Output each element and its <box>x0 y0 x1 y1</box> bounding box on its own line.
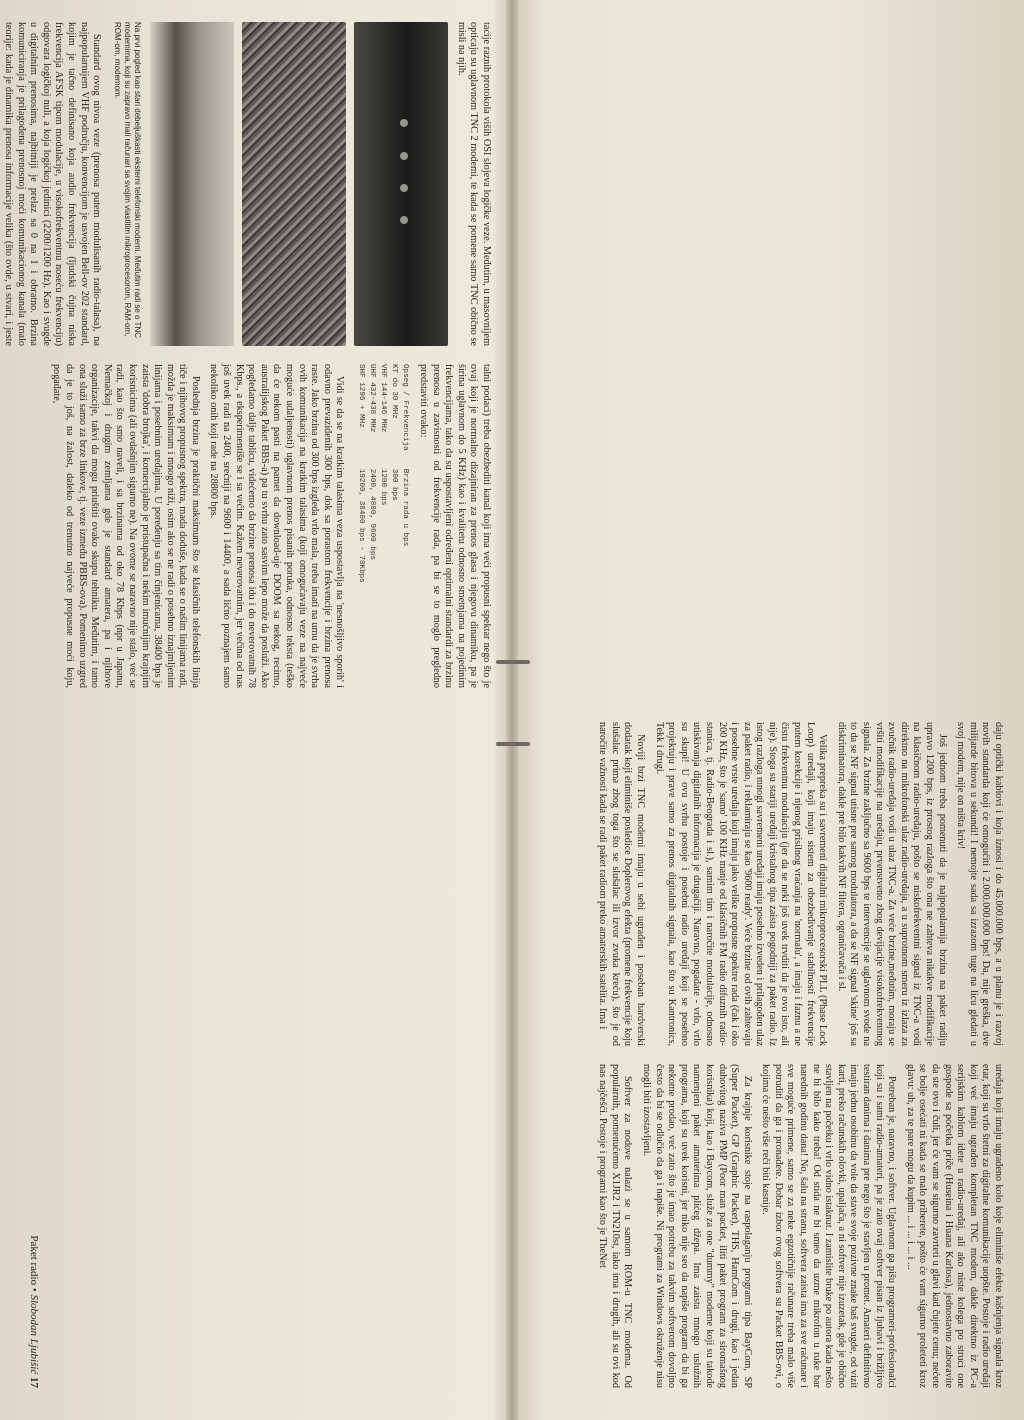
right-page-footer: Paket radio • Slobodan Ljubišić 17 <box>28 1235 40 1388</box>
right-page <box>14 700 1024 1410</box>
paragraph: Vidi se da se na kratkim talasima veza uspostavlja na 'nesnošljivo sporih' i odavno prevaziđenih 300 bps, dok sa porastom frekvencije i brzina prenosa raste. Jako brzina od 300 bps izgleda vrlo mala, treba imati na umu da je svrha ovih komunikacija na kratkim talasima (koji omogućavaju veze na najveće moguće udaljenosti) uglavnom prenos pisanih poruka, odnosno teksta (teško da će nekom pasti na pamet da download-uje DOOM sa nekog, recimo, australijskog Paket BBS-a) pa tu svrhu zato sasvim lepo može da posluži. Ako pogledamo dalje tablicu, videćemo da brzine prenosa idu i do neverovatnih 78 Kbps., a eksperimentiše se i sa većim. Kažem neverovatnim, jer večina od nas još uvek radi na 2400, srećniji na 9600 i 14400, a sada lično poznajem samo nekoliko onih koji rade na 28800 bps. <box>208 364 346 688</box>
paragraph: Noviji brzi TNC modemi imaju u sebi ugrađen i poseban hardverski dodatak koji eliminiše posledice Doplerovog efekta (promene frekvencije koju slušalac prima zbog toga što se slušalac ili izvor zvuka kreću), što je od naročite važnosti kada se radi paket radiom preko amaterskih satelita. Ima i <box>597 722 646 1046</box>
paragraph: Softver za nodove nalazi se u samom ROM-u TNC modema. Od popularnih, pomenućemo X1JR2 i TN210st, iako ima i drugih, ali su ovi kod nas najčešći. Postoje i programi kao što je TheNet <box>597 1064 634 1388</box>
modem-box-photo <box>150 22 234 346</box>
paragraph: Za krajnje korisnike stoje na raspolaganju programi tipa BayCom, SP (Super Packet), GP (Graphic Packet), THS, HamCom i drugi, kao i jedan duhovitog naziva PMP (Poor man packet, iliti paket program za siromašnog korisnika) koji, kao i Baycom, služe za one "dummy" modeme koji su takođe namenjeni paket amaterima plićeg džepa. Ima zaista mnogo uslužnih programa, koji su uvek korisni, jer niko nije seo da napiše program da bi ga nekome prodao, već zato što je imao potrebu za takvim softverom dovoljno često da bi se odlučio da ga i napiše. Ni programi za Windows okruženje nisu mogli biti izostavljeni. <box>640 1064 753 1388</box>
left-page-column-2 <box>0 364 492 688</box>
paragraph: talni podaci) treba obezbediti kanal koji ima veći propusni spektar nego što je ovaj koji je normalno dizajniran za prenos glasa i njegovu dinamiku, pa je širina uglavnom do 5 KHz) kao i kvalitetu odnosno smetnjama na pojedinim frekvencijama, tako da su uspostavljeni određeni optimalni standardi za brzinu prenosa u zavisnosti od frekvencije rada, pa bi se to moglo pregledno predstaviti ovako: <box>418 364 492 688</box>
photo-caption: Na prvi pogled kao stari debeljuškasti eksterni telefonski modemi. Međutim radi se o TNC modemima, koji su zapravo mali računari sa svojim vlastitim mikroprocesorom, RAM-om, ROM-om, modemom. <box>113 22 143 338</box>
paragraph: Još jednom treba pomenuti da je najpopularnija brzina na paket radiju upravo 1200 bps, iz prostog razloga što ona ne zahteva nikakve modifikacije na klasičnom radio-uređaju, pošto se niskofrekventni signal iz TNC-a vodi direktno na mikrofonski ulaz radio-uređaja, a u suprotnom smeru iz izlaza za zvučnik radio-uređaja vodi u ulaz TNC-a. Za veće brzine,međutim, moraju se vršiti modifikacije na uređaju, prvenstveno zbog devijacije visokofrekventnog signala. Za brzine zaključno sa 9600 bps te intervencije se uglavnom svode na to da se NF signal utisne pre samog modulatora, a da se NF signal 'skine' još sa diskriminatora, dakle pre bilo kakvih NF filtera, ograničavača i sl. <box>835 722 948 1046</box>
left-page <box>0 0 512 710</box>
paragraph: Velika prepreka su i savremeni digitalni mikroprocesorski PLL (Phase Lock Loop) uređaji, koji imaju sistem za obezbeđivanje stabilnosti frekvencije putem korekcije i njenog prisilnog vraćanja na 'normalu', a imaju i faznu a ne čistu frekventnu modulaciju (jer da se neki još uvek trvditi da je ovo isto, ali nije). Stoga su stariji uređaji kristalnog tipa zaista pogodniji za paket radio. Iz istog razloga mnogi savremeni uređaji imaju posebno izveden i prilagođen ulaz za paket radio, i reklamiraju se kao '9600 ready'. Veće brzine od ovih zahtevaju i posebne vrste uređaja koji imaju jako velike propusne spektre rada (čak i oko 200 KHz, što je 'samo' 100 KHz manje od klasičnih FM radio difuznih radio-stanica, tj. Radio-Beograda i sl.), samim tim i naročite modulacije, odnosno utiskivanja digitalnih informacija je drugačiji. Naravno, pogađate - vrlo, vrlo su skupi! U ovu svrhu postoje i posebni radio uređaji koji se posebno projektuju i prave samo za prenos digitalnih signala, kao što su Kantronics, Tekk i drugi. <box>653 722 829 1046</box>
paragraph: Poslednja brzina je praktični maksimum što se klasičnih telefonskih linija tiče i njihovog propusnog spektra, mada doduše, kada se o našim linijama radi, možda je maksimum i mnogo niži, osim ako se ne radi o posebno iznajmljenim linijama i posebnim uređajima. U poređenju sa tim činjenicama, 38400 bps je zaista 'dobra brojka', i komercijalno je pristupačna i nekim imućnijim krajnjim korisnicima (ali ovdašnjim sigurno ne). Na ovome se naravno nije stalo, već se radi, kao što smo naveli, i sa brzinama od oko 78 Kbps (npr u Japanu, Nemačkoj i drugim zemljama gde je standard amatera, pa i njihove organizacije, takvi da mogu priuštiti ovako skupu tehniku. Međutim, i tamo ona služi samo za brze linkove, tj. veze između PBBS-ova). Pomenimo uzgred da je to još, na žalost, daleko od trenutno najveće propusne moći koju, pogađate, <box>51 364 201 688</box>
paragraph: uređaja koji imaju ugrađeno kolo koje eliminiše efekte kašnjenja signala kroz etar, koji su vrlo štetni za digitalne komunikacije uopšte. Postoje i radio uređaji koji već imaju ugrađen kompletan TNC modem, dakle direktno iz PC-a serijskim kablom idete u radio-uređaj, ali ako niste kolega po struci one gospode sa početka priče (Huseina i Huana Karlosa), jednostavno zaboravite da ste ovo i čuli, jer će vam se sigurno zavrteti u glavi kad čujete cenu; nećete se bolje osećati ni kada se malo priberete, pošto će vam sigurno proleteti kroz glavu: uh, za te pare mogu da kupim ... i ... i ... i ... <box>904 1064 1004 1388</box>
paragraph: Standard ovog nivoa veze (prenosa putem modulisanih radio-talasa), na najpopularnijem VHF području, konvencijom je usvojen Bell-ov 202 standard, kojim je tačno definisano koja audio frekvencija (ljudski čujna niska frekvencija AFSK tipom modulacije, u visokofrekventnu noseću frekvenciju) odgovara logičkoj nuli, a koja logičkoj jedinici (2200/1200 Hz). Kao i svugde u digitalnim prenosima, najbitniji je prelaz sa 0 na 1 i obratno. Brzina komuniciranja je prilagođena prenosnoj moći komunikacionog kanala (malo teorije: kada je dinamika prenosa informacije velika (što ovde, u stvari, i jeste <box>3 22 103 346</box>
left-page-column-1 <box>0 22 492 346</box>
paragraph: daju optički kablovi i koja iznosi i do 45.000.000 bps, a u planu je i razvoj novih standarda koji će omogućiti i 2.000.000.000 bps! Da, nije greška, dve milijarde bitova u sekundi! I nemojte sada sa izrazom tuge na licu gledati u svoj modem, nije on ništa kriv! <box>955 722 1004 1046</box>
staple <box>496 660 530 664</box>
right-page-column-2 <box>54 1064 1004 1388</box>
tnc-modem-photo <box>354 22 448 346</box>
paragraph: tacije raznih protokola viših OSI slojeva logičke veze. Međutim, u masovnijem opticaju su uglavnom TNC 2 modemi, te kada se pomene samo TNC obično se misli na njih. <box>455 22 492 346</box>
frequency-speed-table: Opseg / Frekvencija Brzina rada u bps KT do 30 MHz 300 bps VHF 144-146 MHz 1200 bps UHF 432-438 MHz 2400, 4800, 9600 bps SHF 1296 + MHz 19200, 38400 bps - 78Kbps <box>357 364 410 583</box>
circuit-board-photo <box>242 22 346 346</box>
page-fold <box>506 0 518 1420</box>
staple <box>496 742 530 746</box>
section-name: Paket radio <box>28 1235 40 1286</box>
author-name: Slobodan Ljubišić <box>28 1294 40 1375</box>
right-page-column-1 <box>54 722 1004 1046</box>
page-number: 17 <box>28 1377 40 1388</box>
paragraph: Potreban je, naravno, i softver. Uglavnom ga pišu programeri-profesionalci koji su i sami radio-amateri, pa je zato ovaj softver pisan iz ljubavi i brižljivo testiran danima i danima pre nego što je stavljen u promet. Amateri definitivno imaju jednu osobinu da vole da stave svoje pozivne znake baš svugde, od vizit karti, preko računskih olovki, upaljača, a ni softver nije izuzetak, gde je obično stavljen na početku i vrlo vidno istaknut. I zamislite bruke po autora kada nešto ne bi bilo kako treba! Od stida ne bi smeo da uzme mikrofon u ruke bar narednih godinu dana! No, šalu na stranu, softvera zaista ima za sve računare i sve moguće primene, samo se za neke egzotičnije računare treba malo više potruditi da ga i pronađete. Dobar izbor ovog softvera su Packet BBS-ovi, o kojima će nešto više reči biti kasnije. <box>760 1064 898 1388</box>
